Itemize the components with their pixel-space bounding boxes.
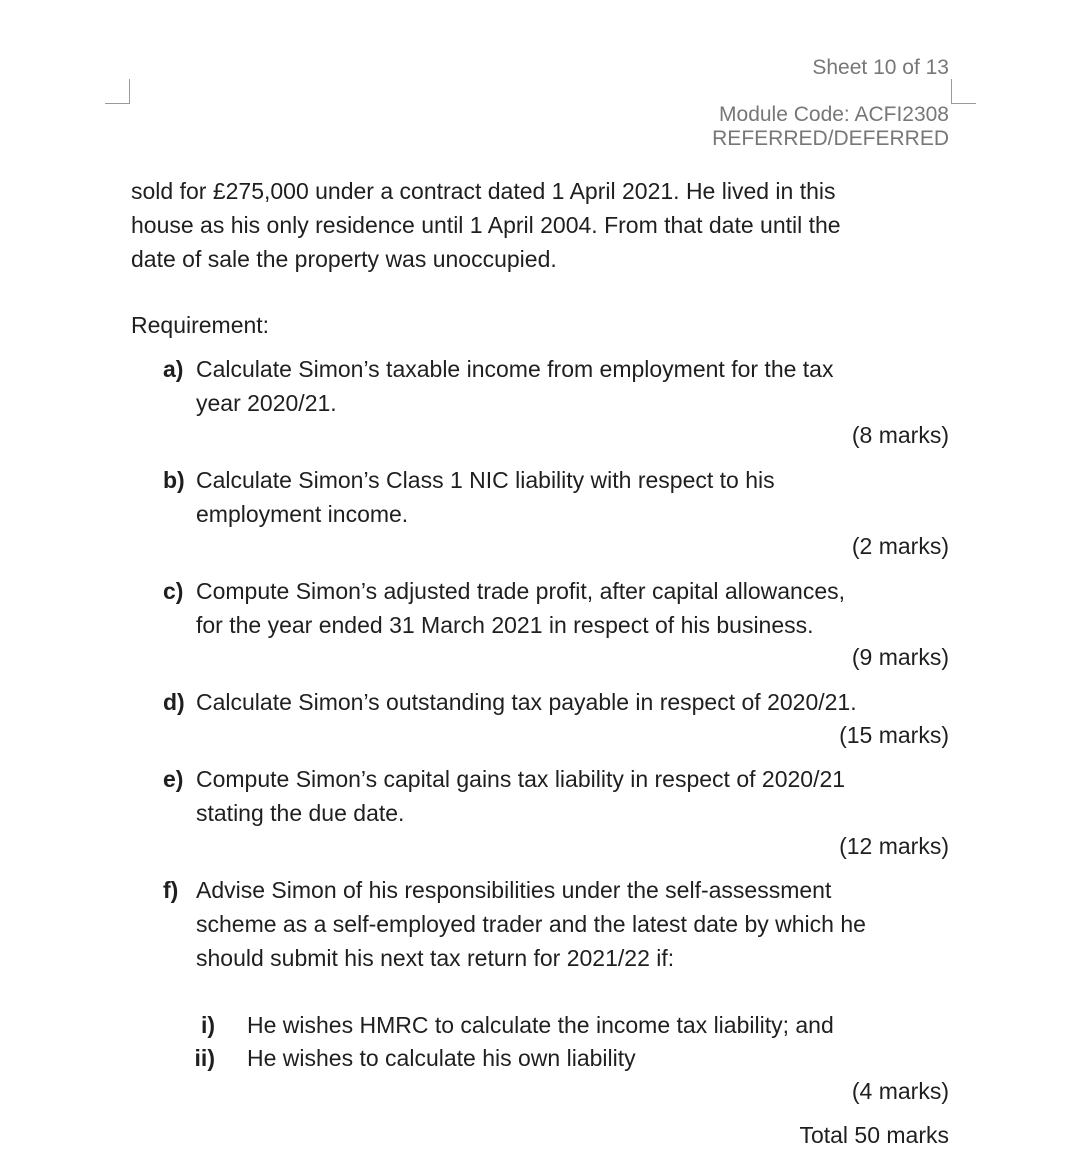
sub-item-number: i) xyxy=(200,1012,215,1038)
sub-item-number: ii) xyxy=(194,1045,215,1071)
question-f xyxy=(163,873,866,975)
intro-line: house as his only residence until 1 April 2004. From that date until the xyxy=(131,212,841,238)
question-line: Compute Simon’s capital gains tax liability in respect of 2020/21 xyxy=(196,766,846,792)
question-letter: d) xyxy=(163,689,185,715)
marks-a: (8 marks) xyxy=(851,422,949,448)
question-c xyxy=(163,574,845,642)
question-line: for the year ended 31 March 2021 in respect of his business. xyxy=(196,612,814,638)
question-line: Advise Simon of his responsibilities under the self-assessment xyxy=(196,877,832,903)
margin-corner-mark-left xyxy=(105,79,130,104)
question-letter: f) xyxy=(163,877,179,903)
question-b xyxy=(163,463,775,531)
marks-e: (12 marks) xyxy=(839,833,949,859)
marks-f: (4 marks) xyxy=(851,1078,949,1104)
question-d xyxy=(163,685,857,719)
intro-line: sold for £275,000 under a contract dated 1 April 2021. He lived in this xyxy=(131,178,836,204)
question-line: Compute Simon’s adjusted trade profit, after capital allowances, xyxy=(196,578,846,604)
marks-d: (15 marks) xyxy=(839,722,949,748)
question-e xyxy=(163,762,845,830)
question-a xyxy=(163,352,833,420)
question-line: Calculate Simon’s taxable income from employment for the tax xyxy=(196,356,834,382)
question-line: Calculate Simon’s outstanding tax payable in respect of 2020/21. xyxy=(196,689,857,715)
question-line: employment income. xyxy=(196,501,409,527)
module-code: Module Code: ACFI2308 xyxy=(719,103,949,126)
question-line: Calculate Simon’s Class 1 NIC liability with respect to his xyxy=(196,467,775,493)
intro-paragraph xyxy=(131,174,931,276)
question-letter: e) xyxy=(163,766,184,792)
sub-item-text: He wishes to calculate his own liability xyxy=(247,1045,636,1071)
question-letter: b) xyxy=(163,467,185,493)
question-letter: a) xyxy=(163,356,184,382)
sheet-number: Sheet 10 of 13 xyxy=(812,56,949,79)
marks-b: (2 marks) xyxy=(851,533,949,559)
exam-status: REFERRED/DEFERRED xyxy=(712,127,949,150)
requirement-heading: Requirement: xyxy=(131,312,270,338)
intro-line: date of sale the property was unoccupied. xyxy=(131,246,557,272)
sub-item-text: He wishes HMRC to calculate the income tax liability; and xyxy=(247,1012,834,1038)
question-line: should submit his next tax return for 2021/22 if: xyxy=(196,945,675,971)
question-line: stating the due date. xyxy=(196,800,405,826)
question-line: year 2020/21. xyxy=(196,390,337,416)
question-letter: c) xyxy=(163,578,184,604)
total-marks: Total 50 marks xyxy=(799,1122,949,1148)
question-line: scheme as a self-employed trader and the latest date by which he xyxy=(196,911,866,937)
marks-c: (9 marks) xyxy=(851,644,949,670)
margin-corner-mark-right xyxy=(951,79,976,104)
